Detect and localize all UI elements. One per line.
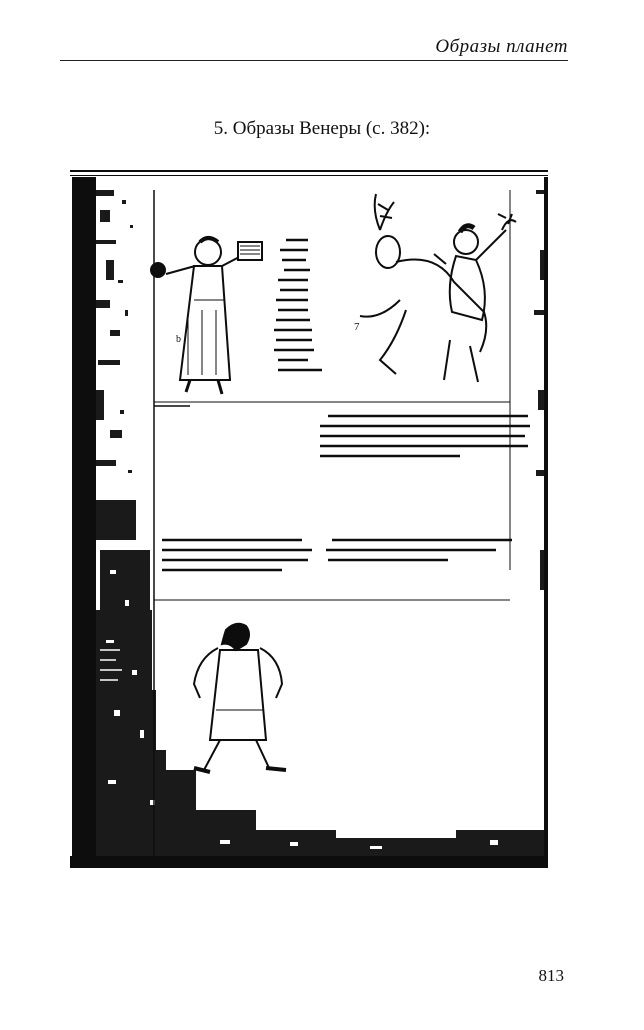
- manuscript-facsimile-image: [70, 170, 548, 868]
- figure-holding-orb-and-tablet: [151, 238, 262, 394]
- script-block-3: [162, 540, 512, 570]
- manuscript-plate: [70, 170, 548, 868]
- script-block-2: [320, 416, 530, 456]
- running-head: Образы планет: [435, 36, 568, 57]
- page-number: 813: [538, 966, 564, 985]
- figure-label-7: 7: [354, 321, 360, 333]
- figure-label-b: b: [176, 334, 181, 345]
- header-rule: [60, 60, 568, 61]
- script-column-1: [154, 240, 322, 406]
- bird-headed-figure: [194, 624, 286, 772]
- section-title: 5. Образы Венеры (с. 382):: [213, 118, 431, 139]
- woman-riding-stag: [354, 194, 516, 382]
- left-margin-speckle: [96, 190, 544, 856]
